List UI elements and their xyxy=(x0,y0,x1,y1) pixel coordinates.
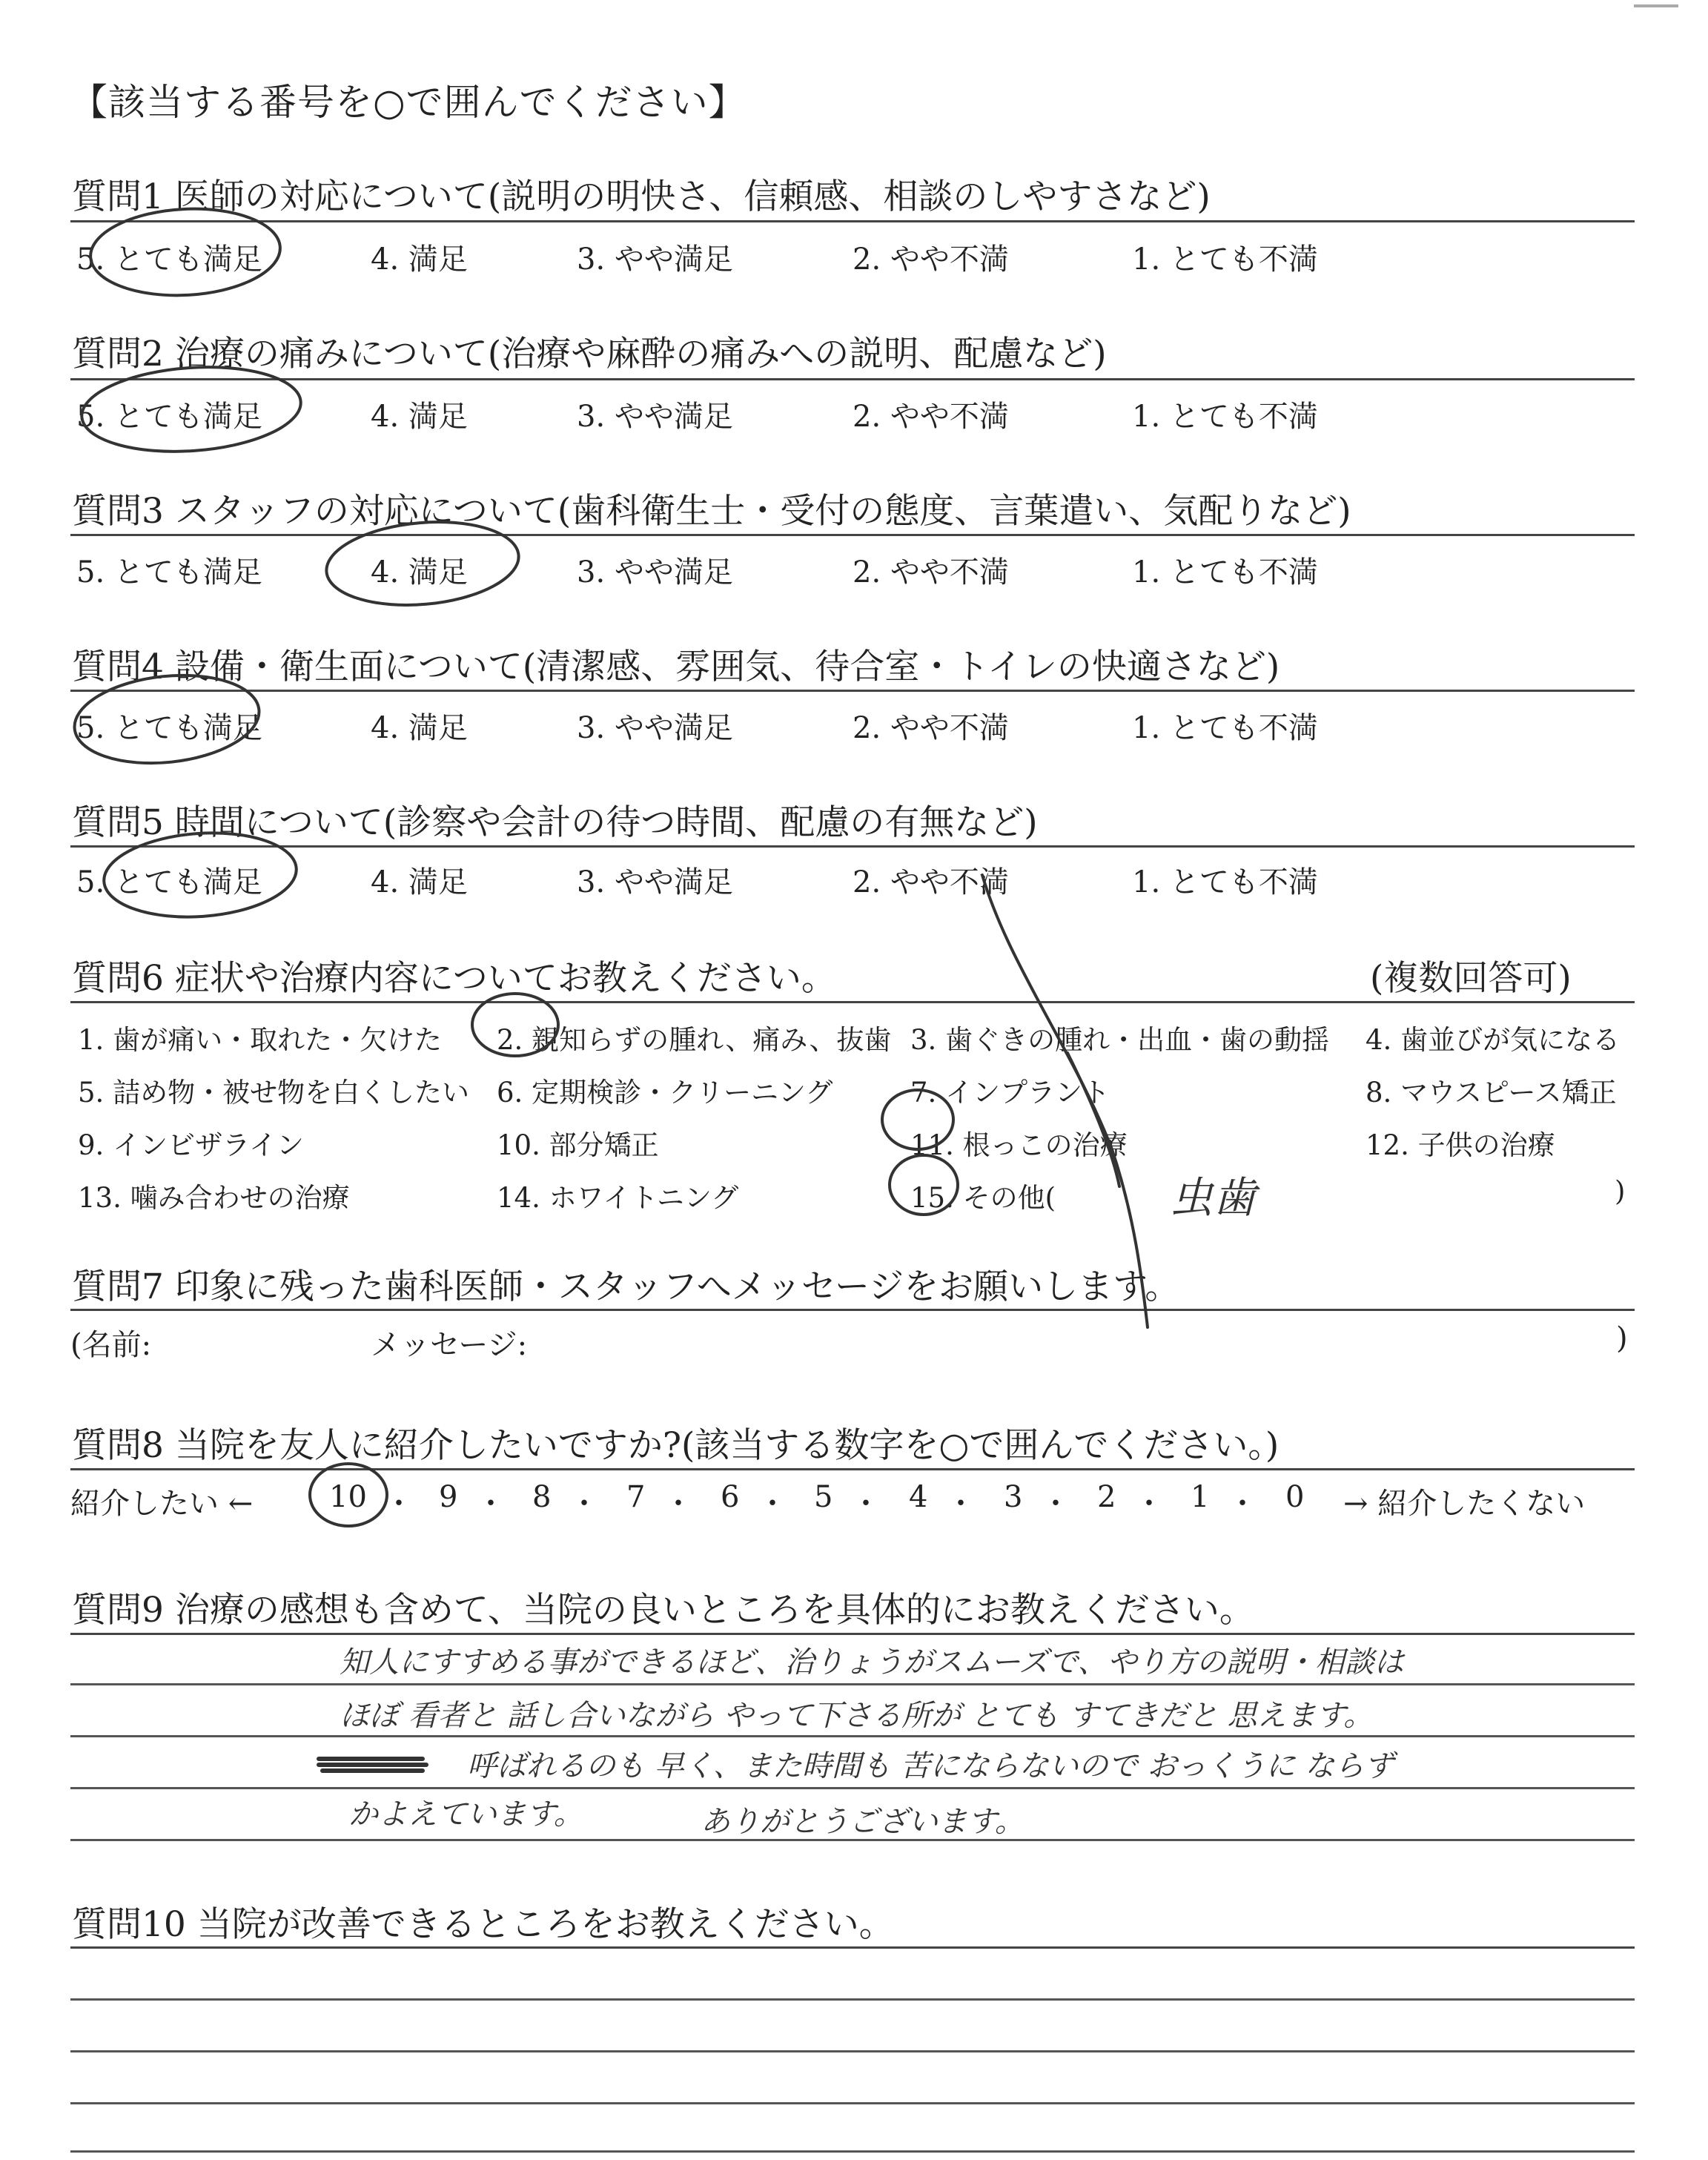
q8-sep: ・ xyxy=(569,1487,599,1521)
q2-option-1[interactable]: 1. とても不満 xyxy=(1132,400,1318,434)
q7-name-label: (名前: xyxy=(70,1328,152,1362)
answer-line xyxy=(70,2150,1635,2153)
q8-sep: ・ xyxy=(1134,1487,1164,1521)
q8-value-4[interactable]: 4 xyxy=(909,1480,928,1514)
q6-option-1[interactable]: 1. 歯が痛い・取れた・欠けた xyxy=(78,1024,443,1056)
q3-option-4[interactable]: 4. 満足 xyxy=(371,555,468,589)
scan-mark xyxy=(1634,4,1678,7)
q2-option-2[interactable]: 2. やや不満 xyxy=(853,400,1009,434)
question-3-rule xyxy=(70,534,1635,536)
q6-option-3[interactable]: 3. 歯ぐきの腫れ・出血・歯の動揺 xyxy=(910,1024,1330,1056)
q6-option-9[interactable]: 9. インビザライン xyxy=(78,1129,304,1161)
q3-option-3[interactable]: 3. やや満足 xyxy=(577,555,733,589)
q8-sep: ・ xyxy=(851,1487,881,1521)
q8-value-8[interactable]: 8 xyxy=(532,1480,552,1514)
q9-answer-line-2[interactable]: ほぼ 看者と 話し合いながら やって下さる所が とても すてきだと 思えます。 xyxy=(340,1699,1374,1733)
q6-option-5[interactable]: 5. 詰め物・被せ物を白くしたい xyxy=(78,1077,470,1109)
question-6-title: 質問6 症状や治療内容についてお教えください。 xyxy=(72,958,836,999)
question-4-title: 質問4 設備・衛生面について(清潔感、雰囲気、待合室・トイレの快適さなど) xyxy=(72,647,1280,687)
q8-value-7[interactable]: 7 xyxy=(626,1480,646,1514)
q3-option-5[interactable]: 5. とても満足 xyxy=(76,555,262,589)
answer-line xyxy=(70,2102,1635,2104)
q5-option-5[interactable]: 5. とても満足 xyxy=(76,865,262,899)
q3-option-2[interactable]: 2. やや不満 xyxy=(853,555,1009,589)
question-10-rule xyxy=(70,1946,1635,1949)
q8-value-3[interactable]: 3 xyxy=(1004,1480,1023,1514)
q8-sep: ・ xyxy=(1041,1487,1070,1521)
question-5-title: 質問5 時間について(診察や会計の待つ時間、配慮の有無など) xyxy=(72,802,1038,843)
q1-option-4[interactable]: 4. 満足 xyxy=(371,242,468,277)
q6-option-12[interactable]: 12. 子供の治療 xyxy=(1366,1129,1555,1161)
q8-right-label: → 紹介したくない xyxy=(1343,1487,1586,1521)
q8-sep: ・ xyxy=(758,1487,787,1521)
question-6-rule xyxy=(70,1001,1635,1003)
q8-sep: ・ xyxy=(663,1487,693,1521)
q8-value-5[interactable]: 5 xyxy=(814,1480,833,1514)
answer-line xyxy=(70,2050,1635,2052)
answer-line xyxy=(70,1998,1635,2001)
q9-answer-line-1[interactable]: 知人にすすめる事ができるほど、治りょうがスムーズで、やり方の説明・相談は xyxy=(340,1645,1404,1680)
q5-option-1[interactable]: 1. とても不満 xyxy=(1132,865,1318,899)
q6-option-10[interactable]: 10. 部分矯正 xyxy=(497,1129,659,1161)
q1-option-3[interactable]: 3. やや満足 xyxy=(577,242,733,277)
q6-option-4[interactable]: 4. 歯並びが気になる xyxy=(1366,1024,1621,1056)
q4-option-1[interactable]: 1. とても不満 xyxy=(1132,711,1318,745)
q8-value-0[interactable]: 0 xyxy=(1285,1480,1305,1514)
page-title: 【該当する番号を○で囲んでください】 xyxy=(70,81,747,124)
strikeout xyxy=(319,1759,426,1771)
q8-value-6[interactable]: 6 xyxy=(721,1480,740,1514)
q6-other-text[interactable]: 虫歯 xyxy=(1170,1172,1257,1223)
question-9-rule xyxy=(70,1633,1635,1635)
q7-message-label: メッセージ: xyxy=(371,1328,528,1362)
q2-option-3[interactable]: 3. やや満足 xyxy=(577,400,733,434)
q6-option-13[interactable]: 13. 噛み合わせの治療 xyxy=(78,1182,350,1214)
q9-closing[interactable]: ありがとうございます。 xyxy=(701,1805,1025,1839)
question-8-title: 質問8 当院を友人に紹介したいですか?(該当する数字を○で囲んでください。) xyxy=(72,1425,1280,1466)
question-4-rule xyxy=(70,690,1635,692)
q8-sep: ・ xyxy=(476,1487,506,1521)
question-7-rule xyxy=(70,1309,1635,1311)
answer-line xyxy=(70,1735,1635,1737)
q1-option-2[interactable]: 2. やや不満 xyxy=(853,242,1009,277)
q8-value-2[interactable]: 2 xyxy=(1097,1480,1116,1514)
question-1-rule xyxy=(70,220,1635,222)
question-2-title: 質問2 治療の痛みについて(治療や麻酔の痛みへの説明、配慮など) xyxy=(72,334,1107,374)
question-6-note: (複数回答可) xyxy=(1370,958,1572,999)
question-10-title: 質問10 当院が改善できるところをお教えください。 xyxy=(72,1904,894,1945)
q6-option-14[interactable]: 14. ホワイトニング xyxy=(497,1182,739,1214)
q6-option-11[interactable]: 11. 根っこの治療 xyxy=(910,1129,1128,1161)
q4-option-3[interactable]: 3. やや満足 xyxy=(577,711,733,745)
question-7-title: 質問7 印象に残った歯科医師・スタッフへメッセージをお願いします。 xyxy=(72,1266,1180,1307)
q6-option-7[interactable]: 7. インプラント xyxy=(910,1077,1110,1109)
q9-answer-line-4[interactable]: かよえています。 xyxy=(348,1797,583,1832)
q8-sep: ・ xyxy=(1228,1487,1257,1521)
q4-option-2[interactable]: 2. やや不満 xyxy=(853,711,1009,745)
q8-left-label: 紹介したい ← xyxy=(70,1487,254,1521)
question-1-title: 質問1 医師の対応について(説明の明快さ、信頼感、相談のしやすさなど) xyxy=(72,176,1211,217)
question-3-title: 質問3 スタッフの対応について(歯科衛生士・受付の態度、言葉遣い、気配りなど) xyxy=(72,491,1351,532)
q8-value-10[interactable]: 10 xyxy=(329,1480,367,1514)
q8-sep: ・ xyxy=(946,1487,976,1521)
q8-value-1[interactable]: 1 xyxy=(1191,1480,1210,1514)
q5-option-4[interactable]: 4. 満足 xyxy=(371,865,468,899)
q1-option-1[interactable]: 1. とても不満 xyxy=(1132,242,1318,277)
q5-option-2[interactable]: 2. やや不満 xyxy=(853,865,1009,899)
q6-option-2[interactable]: 2. 親知らずの腫れ、痛み、抜歯 xyxy=(497,1024,892,1056)
q6-option-15[interactable]: 15. その他( xyxy=(910,1182,1056,1214)
q8-value-9[interactable]: 9 xyxy=(439,1480,458,1514)
question-9-title: 質問9 治療の感想も含めて、当院の良いところを具体的にお教えください。 xyxy=(72,1590,1254,1631)
q6-option-6[interactable]: 6. 定期検診・クリーニング xyxy=(497,1077,833,1109)
answer-line xyxy=(70,1683,1635,1685)
q3-option-1[interactable]: 1. とても不満 xyxy=(1132,555,1318,589)
q9-answer-line-3[interactable]: 呼ばれるのも 早く、また時間も 苦にならないので おっくうに ならず xyxy=(467,1749,1394,1783)
q2-option-4[interactable]: 4. 満足 xyxy=(371,400,468,434)
q8-sep: ・ xyxy=(384,1487,414,1521)
q6-option-8[interactable]: 8. マウスピース矯正 xyxy=(1366,1077,1617,1109)
q1-option-5[interactable]: 5. とても満足 xyxy=(76,242,262,277)
question-5-rule xyxy=(70,845,1635,848)
q4-option-4[interactable]: 4. 満足 xyxy=(371,711,468,745)
answer-line xyxy=(70,1787,1635,1789)
q5-option-3[interactable]: 3. やや満足 xyxy=(577,865,733,899)
question-2-rule xyxy=(70,378,1635,380)
q2-option-5[interactable]: 5. とても満足 xyxy=(76,400,262,434)
question-8-rule xyxy=(70,1468,1635,1470)
q7-close: ) xyxy=(1616,1321,1628,1355)
q4-option-5[interactable]: 5. とても満足 xyxy=(76,711,262,745)
q6-other-close: ) xyxy=(1615,1175,1626,1207)
